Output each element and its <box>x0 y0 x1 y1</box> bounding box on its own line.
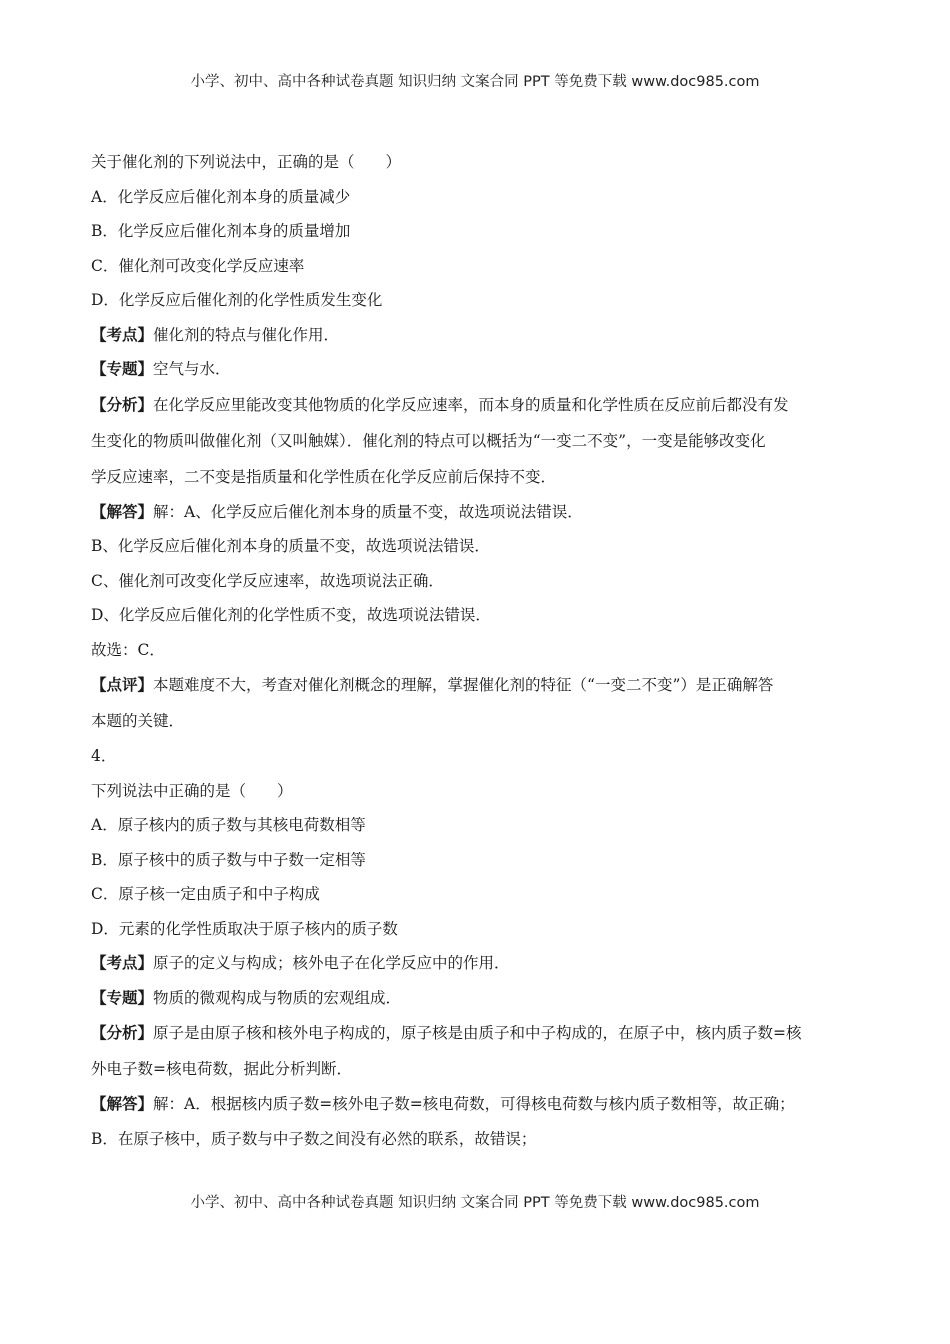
jieda-line-2: B．在原子核中，质子数与中子数之间没有必然的联系，故错误； <box>91 1129 537 1148</box>
option-b: B．原子核中的质子数与中子数一定相等 <box>91 850 366 869</box>
question-number: 4． <box>91 747 117 765</box>
option-d: D．化学反应后催化剂的化学性质发生变化 <box>91 291 383 309</box>
zhuanti-tag: 【专题】 <box>91 359 154 378</box>
document-body <box>91 145 861 1156</box>
zhuanti-line <box>91 981 861 1016</box>
kaodian-text: 原子的定义与构成；核外电子在化学反应中的作用． <box>153 954 510 972</box>
page-header: 小学、初中、高中各种试卷真题 知识归纳 文案合同 PPT 等免费下载 www.doc985.com <box>190 74 760 90</box>
dianping-line-1 <box>91 667 861 703</box>
option-c: C．催化剂可改变化学反应速率 <box>91 256 305 275</box>
dianping-text: 本题难度不大，考查对催化剂概念的理解，掌握催化剂的特征（“一变二不变”）是正确解答 <box>153 676 774 694</box>
zhuanti-text: 物质的微观构成与物质的宏观组成． <box>153 988 402 1007</box>
kaodian-line <box>91 946 861 981</box>
jieda-tag: 【解答】 <box>91 501 154 521</box>
fenxi-line-3: 学反应速率，二不变是指质量和化学性质在化学反应前后保持不变． <box>91 467 557 486</box>
question-stem: 下列说法中正确的是（ ） <box>91 781 293 800</box>
fenxi-text: 在化学反应里能改变其他物质的化学反应速率，而本身的质量和化学性质在反应前后都没有发 <box>153 395 789 414</box>
jieda-line-4: D、化学反应后催化剂的化学性质不变，故选项说法错误． <box>91 606 491 624</box>
jieda-line-1 <box>91 495 861 530</box>
zhuanti-line <box>91 352 861 387</box>
option-a: A．化学反应后催化剂本身的质量减少 <box>91 187 351 206</box>
jieda-line-1 <box>91 1087 861 1122</box>
fenxi-line-2: 生变化的物质叫做催化剂（又叫触媒）．催化剂的特点可以概括为“一变二不变”，一变是能够改变化 <box>91 431 766 450</box>
option-a: A．原子核内的质子数与其核电荷数相等 <box>91 816 366 834</box>
fenxi-line-1 <box>91 1015 861 1051</box>
dianping-line-2: 本题的关键． <box>91 712 185 730</box>
fenxi-tag: 【分析】 <box>91 394 154 414</box>
option-d: D．元素的化学性质取决于原子核内的质子数 <box>91 919 398 938</box>
kaodian-tag: 【考点】 <box>91 324 154 344</box>
jieda-answer: 故选：C． <box>91 640 165 659</box>
jieda-line-3: C、催化剂可改变化学反应速率，故选项说法正确． <box>91 571 444 590</box>
page-footer: 小学、初中、高中各种试卷真题 知识归纳 文案合同 PPT 等免费下载 www.doc985.com <box>190 1195 760 1211</box>
fenxi-line-2: 外电子数=核电荷数，据此分析判断． <box>91 1060 352 1078</box>
question-stem: 关于催化剂的下列说法中，正确的是（ ） <box>91 153 402 171</box>
jieda-tag: 【解答】 <box>91 1094 154 1113</box>
kaodian-tag: 【考点】 <box>91 953 154 972</box>
jieda-text: 解：A、化学反应后催化剂本身的质量不变，故选项说法错误． <box>153 502 583 521</box>
zhuanti-tag: 【专题】 <box>91 987 154 1007</box>
fenxi-text: 原子是由原子核和核外电子构成的，原子核是由质子和中子构成的，在原子中，核内质子数=核 <box>153 1024 802 1042</box>
jieda-text: 解：A．根据核内质子数=核外电子数=核电荷数，可得核电荷数与核内质子数相等，故正确； <box>153 1095 795 1113</box>
kaodian-line <box>91 318 861 353</box>
option-c: C．原子核一定由质子和中子构成 <box>91 885 320 903</box>
fenxi-line-1 <box>91 387 861 423</box>
jieda-line-2: B、化学反应后催化剂本身的质量不变，故选项说法错误． <box>91 537 490 555</box>
zhuanti-text: 空气与水． <box>153 360 231 378</box>
option-b: B．化学反应后催化剂本身的质量增加 <box>91 222 351 240</box>
kaodian-text: 催化剂的特点与催化作用． <box>153 325 340 344</box>
dianping-tag: 【点评】 <box>91 675 154 694</box>
fenxi-tag: 【分析】 <box>91 1023 154 1042</box>
